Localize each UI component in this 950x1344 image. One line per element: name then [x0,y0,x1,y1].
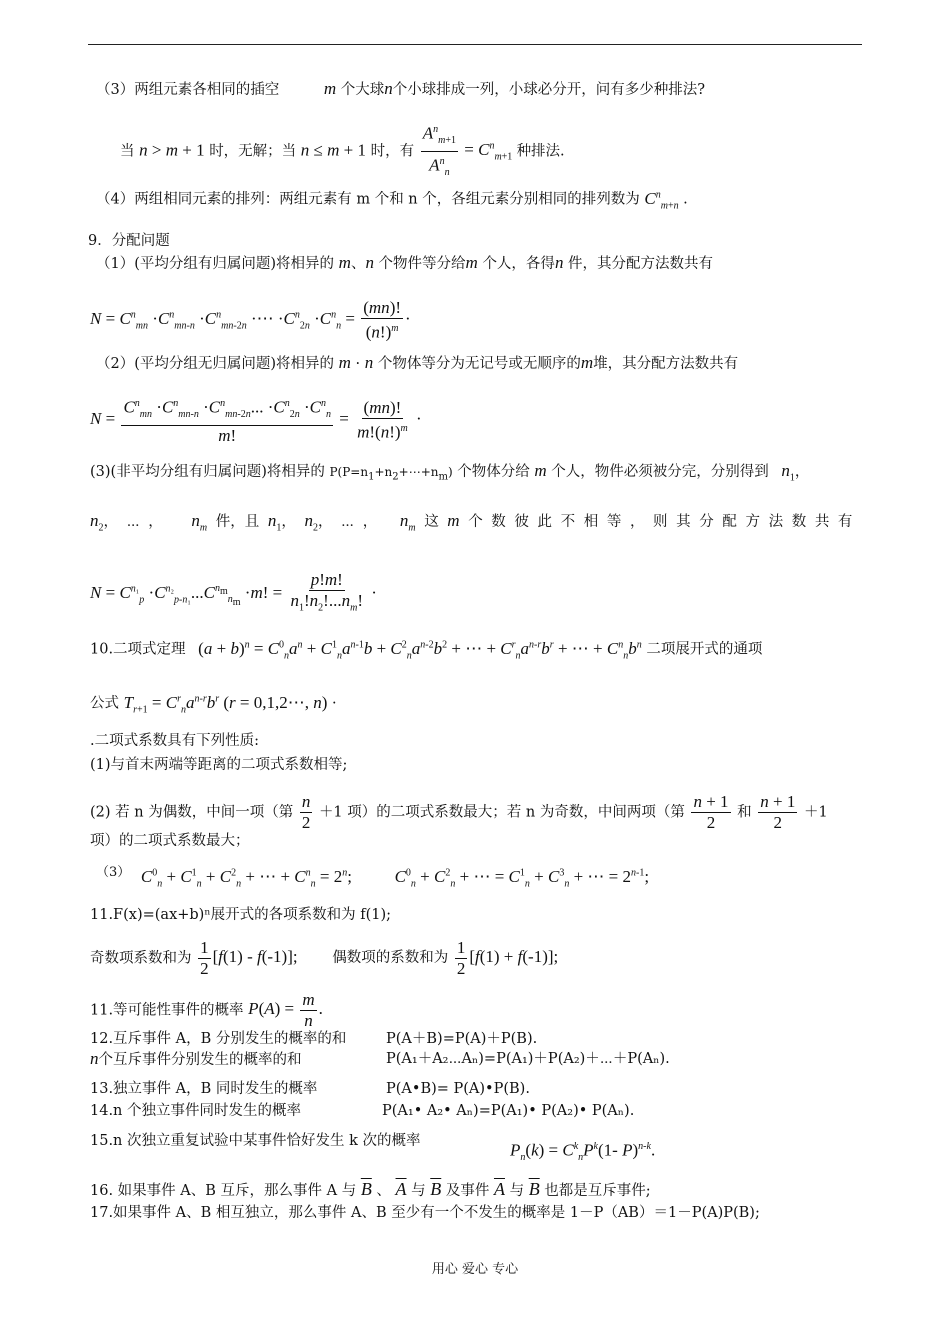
text: 16. 如果事件 A、B 互斥，那么事件 A 与 [90,1183,357,1199]
fraction: $\frac{p!m!}{n_1!n_2!...n_m!}$ [290,570,363,614]
math [298,792,315,832]
text-line: 17.如果事件 A、B 相互独立，那么事件 A、B 至少有一个不发生的概率是 1－P（AB）＝1－P(A)P(B); [90,1205,760,1221]
text: 及事件 [445,1183,490,1199]
text: (3)(非平均分组有归属问题)将相异的 [90,464,325,480]
math: n ≤ m + 1 [300,140,367,160]
text: 10.二项式定理 [90,641,186,658]
text: P(A₁＋A₂⋯Aₙ)=P(A₁)＋P(A₂)＋⋯＋P(Aₙ). [386,1051,670,1067]
math: n [365,253,374,272]
math: n [384,79,393,98]
text: ＋1 [803,804,828,821]
text: 这 [424,514,439,530]
text: （3） [96,865,131,880]
math: n [364,353,374,372]
text: 14.n 个独立事件同时发生的概率 [90,1103,302,1119]
fraction: $\frac{n + 1}{2}$ [760,792,796,832]
math: P(A) = $\frac{m}{n}$ . [248,990,323,1030]
math: $P_n(k) = C^k_nP^k(1-$ P)$^{n-k}$. [510,1140,656,1164]
math: $C^0_n + C^2_n$ + ⋯ = $C^1_n + C^3_n$ + ⋯ = $2^{n-1}$; [394,866,650,890]
math: n > m + 1 [139,140,205,160]
math [689,792,732,832]
text: 11.等可能性事件的概率 [90,1002,244,1019]
formula: N = $C^n_{mn} \cdot C^n_{mn-n} \cdot C^n_{mn-2n}$... $\cdot C^n_{2n} \cdot C^n_n$ m! = $\frac{(mn)!}{m!(n!)^m}$ · [90,394,422,446]
text: P(A•B)= P(A)•P(B). [386,1081,530,1097]
text: 13.独立事件 A，B 同时发生的概率 [90,1081,318,1097]
fraction: $\frac{n}{2}$ [301,792,311,832]
text: P(P=n [329,465,369,479]
text-line [90,938,558,979]
page-footer: 用心 爱心 专心 [431,1262,519,1277]
section-heading: 9．分配问题 [88,233,170,249]
text: 个小球排成一列，小球必分开，问有多少种排法? [392,82,706,98]
text: 时，有 [370,143,415,160]
text: 公式 [90,695,119,712]
math: $\overline{B}$ [430,1179,442,1199]
fraction: $A^n_{m+1}$ $A^n_n$ [421,120,458,183]
text: 与 [411,1183,426,1199]
text: 二项展开式的通项 [646,641,763,658]
text-line: 项）的二项式系数最大； [90,833,250,849]
text-line [96,864,649,893]
math: m [534,461,547,480]
text: (2) 若 n 为偶数，中间一项（第 [90,804,294,821]
text-line: .二项式系数具有下列性质: [90,733,259,749]
text-line: （4）两组相同元素的排列：两组元素有 m 个和 n 个，各组元素分别相同的排列数为 $C^n_{m+n}$ . [96,188,688,212]
math: $C^0_n + C^1_n + C^2_n$ + ⋯ + $C^n_n = 2^n$; [140,866,352,890]
math: $A^n_{m+1}$ $A^n_n$ = $C^n_{m+1}$ [419,140,517,159]
text: 个 数 彼 此 不 相 等 ， 则 其 分 配 方 法 数 共 有 [468,514,853,530]
text: 当 [120,143,135,160]
math: $n_1$ [781,461,795,484]
text-line [96,80,705,99]
text-line [90,636,762,665]
fraction: $C^n_{mn} \cdot C^n_{mn-n} \cdot C^n_{mn-2n}$... $\cdot C^n_{2n} \cdot C^n_n$ m! [121,394,333,446]
text: 个人，物件必须被分完，分别得到 [551,464,769,480]
text: 个物件等分给 [378,256,466,272]
math: $C^n_{m+n}$ [644,188,679,212]
text: （2）(平均分组无归属问题)将相异的 [96,356,335,372]
text: 12.互斥事件 A，B 分别发生的概率的和 [90,1031,347,1047]
math: $n_m$ [191,511,208,534]
fraction: $\frac{1}{2}$ [200,938,209,978]
text: ＋1 项）的二项式系数最大；若 n 为奇数，中间两项（第 [318,804,685,821]
text: 堆，其分配方法数共有 [593,356,739,372]
text: 与 [509,1183,525,1199]
text: 个人，各得 [482,256,555,272]
text-line: (3)(非平均分组有归属问题)将相异的 $P(P=n_1+n_2+\cdots+n_m)$ 个物体分给 m 个人，物件必须被分完，分别得到 $n_1$， [90,461,810,484]
formula: $N = C^{n_1}_p \cdot C^{n_2}_{p-n_1}...C^{n_m}_{n_m} \cdot m$! = $\frac{p!m!}{n_1!n_2!...n_m!}$ · [90,570,377,618]
math: $\frac{1}{2}$ [f(1) - f(-1)]; [200,938,298,978]
fraction: $\frac{n + 1}{2}$ [693,792,729,832]
text: 件，且 [215,514,260,530]
math: n [554,253,564,272]
math: m [465,253,478,272]
math: $n_2$ [90,511,104,534]
text-line [90,1080,530,1098]
text-line [120,120,565,183]
math: m [323,79,337,98]
fraction: $\frac{1}{2}$ [456,938,466,978]
text-line [90,1030,538,1048]
math: m [338,253,351,272]
fraction: $\frac{(mn)!}{(n!)^m}$ [363,298,402,342]
formula: $N = C^n_{mn} \cdot C^n_{mn-n} \cdot C^n_{mn-2n}$ ·⋯ $\cdot C^n_{2n} \cdot C^n_n$ = $\frac{(mn)!}{(n!)^m}$ · [90,298,411,342]
math: m [580,353,594,372]
math: $\overline{A}$ [395,1179,407,1199]
text-line: (1)与首末两端等距离的二项式系数相等; [90,757,348,773]
text-line [90,1132,656,1164]
text: 个大球 [340,82,385,98]
math: m [338,353,351,372]
text: 个物体等分为无记号或无顺序的 [377,356,581,372]
math [756,792,799,832]
math: $T_{r+1} = C^r_na^{n-r}b^r$ (r = 0,1,2⋯, n) [123,692,328,716]
text-line [90,792,828,833]
text-line [90,1180,651,1200]
text: P(A＋B)=P(A)＋P(B). [386,1031,538,1047]
text: （4）两组相同元素的排列：两组元素有 m 个和 n 个，各组元素分别相同的排列数为 [96,191,640,208]
text: （1）(平均分组有归属问题)将相异的 [96,256,335,272]
text: 偶数项的系数和为 [332,950,449,967]
math: m [447,511,460,530]
text-line: （1）(平均分组有归属问题)将相异的 m、n 个物件等分给m 个人，各得n 件，其分配方法数共有 [96,253,714,272]
text-line [90,990,323,1031]
math: $n_m$ [399,511,416,534]
math: $n_1$ [267,511,282,534]
text: （3）两组元素各相同的插空 [96,82,280,98]
math: $\overline{A}$ [493,1179,505,1199]
fraction: $\frac{m}{n}$ [302,990,315,1030]
text: 种排法. [516,143,565,160]
text: 15.n 次独立重复试验中某事件恰好发生 k 次的概率 [90,1133,421,1149]
text-line [90,1049,670,1069]
text: P(A₁• A₂• Aₙ)=P(A₁)• P(A₂)• P(Aₙ). [382,1103,635,1119]
math: $\overline{B}$ [528,1179,540,1199]
math: n [90,1049,99,1068]
math: $n_2$ [304,511,318,534]
text: 和 [737,804,752,821]
text: 时，无解；当 [209,143,297,160]
text: 件，其分配方法数共有 [568,256,714,272]
text-line: 11.F(x)=(ax+b)ⁿ展开式的各项系数和为 f(1); [90,907,392,923]
header-rule [88,44,862,45]
text: 个物体分给 [457,464,530,480]
text: 奇数项系数和为 [90,950,192,967]
text-line [90,1102,635,1120]
math: $\frac{1}{2}$ [f(1) + f(-1)]; [456,938,559,978]
text: 、 [376,1183,391,1199]
math: $P(P=n_1+n_2+\cdots+n_m)$ [329,465,453,483]
text-line: （2）(平均分组无归属问题)将相异的 m · n 个物体等分为无记号或无顺序的m堆，其分配方法数共有 [96,353,739,372]
text: 个互斥事件分别发生的概率的和 [98,1052,302,1068]
text: 也都是互斥事件; [544,1183,651,1199]
math: $\overline{B}$ [360,1179,372,1199]
fraction: $\frac{(mn)!}{m!(n!)^m}$ [357,397,408,442]
math: $(a + b)^n = C^0_na^n + C^1_na^{n-1}b + C^2_na^{n-2}b^2$ + ⋯ + $C^r_na^{n-r}b^r$ + ⋯ + $C^n_nb^n$ [198,638,642,662]
text-line: 公式 $T_{r+1} = C^r_na^{n-r}b^r$ (r = 0,1,2⋯, n) · [90,692,337,716]
text-line: $n_2$， ⋯ ， $n_m$ 件，且 $n_1$， $n_2$， ⋯ ， $n_m$ 这 m 个 数 彼 此 不 相 等 ， 则 其 分 配 方 法 数 共 有 [90,511,853,534]
